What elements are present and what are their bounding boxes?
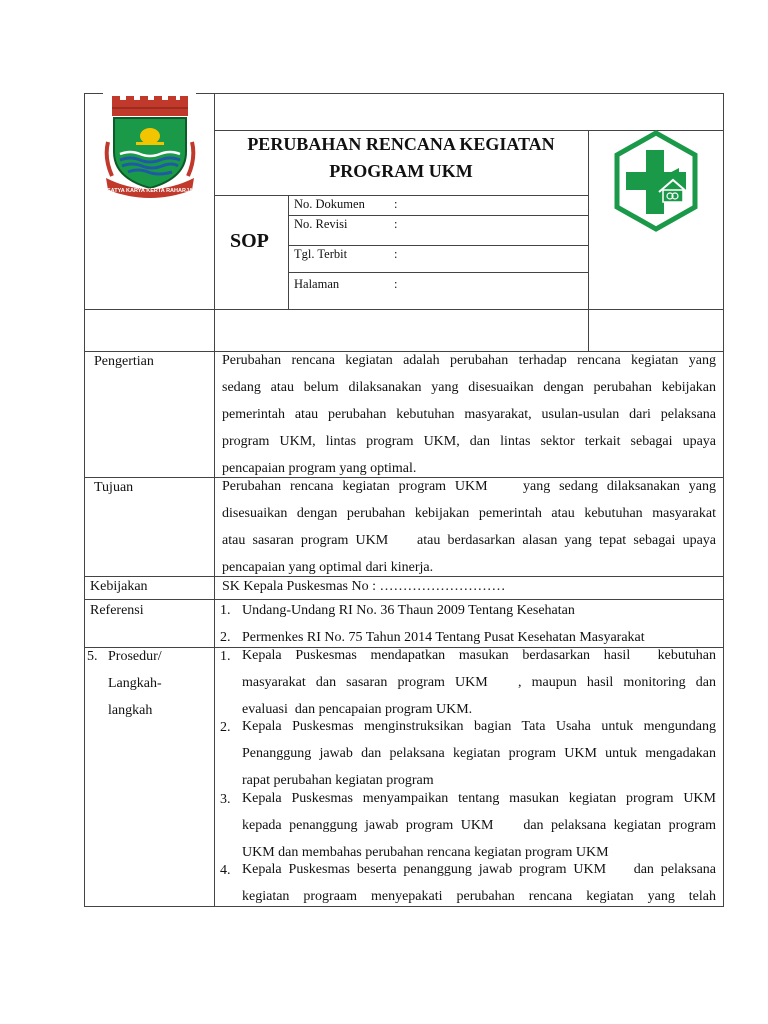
meta-separator: : bbox=[394, 197, 398, 211]
document-title-line2: PROGRAM UKM bbox=[329, 161, 473, 181]
list-number: 2. bbox=[220, 720, 231, 735]
pengertian-text: Perubahan rencana kegiatan adalah perubahan terhadap rencana kegiatan yang sedang atau belum dilaksanakan yang disesuaikan dengan perubahan kebijakan pemerintah atau perubahan kebutuhan masyarakat, usulan-usulan dari pelaksana program UKM, lintas program UKM, dan lintas sektor terkait sebagai upaya pencapaian program yang optimal. bbox=[222, 353, 716, 476]
puskesmas-logo bbox=[613, 130, 699, 232]
meta-label-no-revisi: No. Revisi bbox=[294, 217, 348, 231]
sop-label: SOP bbox=[230, 230, 269, 252]
referensi-item: Undang-Undang RI No. 36 Thaun 2009 Tentang Kesehatan bbox=[242, 603, 575, 618]
meta-label-halaman: Halaman bbox=[294, 277, 340, 291]
kebijakan-text: SK Kepala Puskesmas No : ……………………… bbox=[222, 579, 506, 594]
meta-separator: : bbox=[394, 217, 398, 231]
list-number: 3. bbox=[220, 792, 231, 807]
section-label-pengertian: Pengertian bbox=[94, 354, 154, 369]
section-number: 5. bbox=[87, 649, 98, 664]
section-label-prosedur: langkah bbox=[108, 703, 153, 718]
list-number: 1. bbox=[220, 649, 231, 664]
meta-label-tgl-terbit: Tgl. Terbit bbox=[294, 247, 348, 261]
prosedur-step: Kepala Puskesmas mendapatkan masukan berdasarkan hasil kebutuhan masyarakat dan sasaran program UKM , maupun hasil monitoring dan evaluasi dan pencapaian program UKM. bbox=[242, 648, 716, 717]
list-number: 2. bbox=[220, 630, 231, 645]
tujuan-text: Perubahan rencana kegiatan program UKM yang sedang dilaksanakan yang disesuaikan dengan perubahan kebijakan pemerintah atau kebutuhan masyarakat atau sasaran program UKM atau berdasarkan alasan yang tepat sebagai upaya pencapaian yang optimal dari kinerja. bbox=[222, 479, 716, 575]
referensi-item: Permenkes RI No. 75 Tahun 2014 Tentang Pusat Kesehatan Masyarakat bbox=[242, 630, 645, 645]
meta-separator: : bbox=[394, 277, 398, 291]
section-label-tujuan: Tujuan bbox=[94, 480, 134, 495]
section-label-prosedur: Prosedur/ bbox=[108, 649, 162, 664]
prosedur-step: Kepala Puskesmas beserta penanggung jawab program UKM dan pelaksana kegiatan prograam menyepakati perubahan rencana kegiatan yang telah bbox=[242, 862, 716, 904]
section-label-kebijakan: Kebijakan bbox=[90, 579, 148, 594]
list-number: 4. bbox=[220, 863, 231, 878]
prosedur-step: Kepala Puskesmas menginstruksikan bagian Tata Usaha untuk mengundang Penanggung jawab dan pelaksana kegiatan program UKM untuk mengadakan rapat perubahan kegiatan program bbox=[242, 719, 716, 788]
list-number: 1. bbox=[220, 603, 231, 618]
meta-separator: : bbox=[394, 247, 398, 261]
meta-label-no-dokumen: No. Dokumen bbox=[294, 197, 365, 211]
document-title-line1: PERUBAHAN RENCANA KEGIATAN bbox=[247, 134, 555, 154]
section-label-referensi: Referensi bbox=[90, 603, 144, 618]
prosedur-step: Kepala Puskesmas menyampaikan tentang masukan kegiatan program UKM kepada penanggung jawab program UKM dan pelaksana kegiatan program UKM dan membahas perubahan rencana kegiatan program UKM bbox=[242, 791, 716, 860]
section-label-prosedur: Langkah- bbox=[108, 676, 162, 691]
svg-text:SATYA KARYA KERTA RAHARJA: SATYA KARYA KERTA RAHARJA bbox=[107, 188, 193, 194]
regional-emblem-logo bbox=[102, 96, 198, 200]
